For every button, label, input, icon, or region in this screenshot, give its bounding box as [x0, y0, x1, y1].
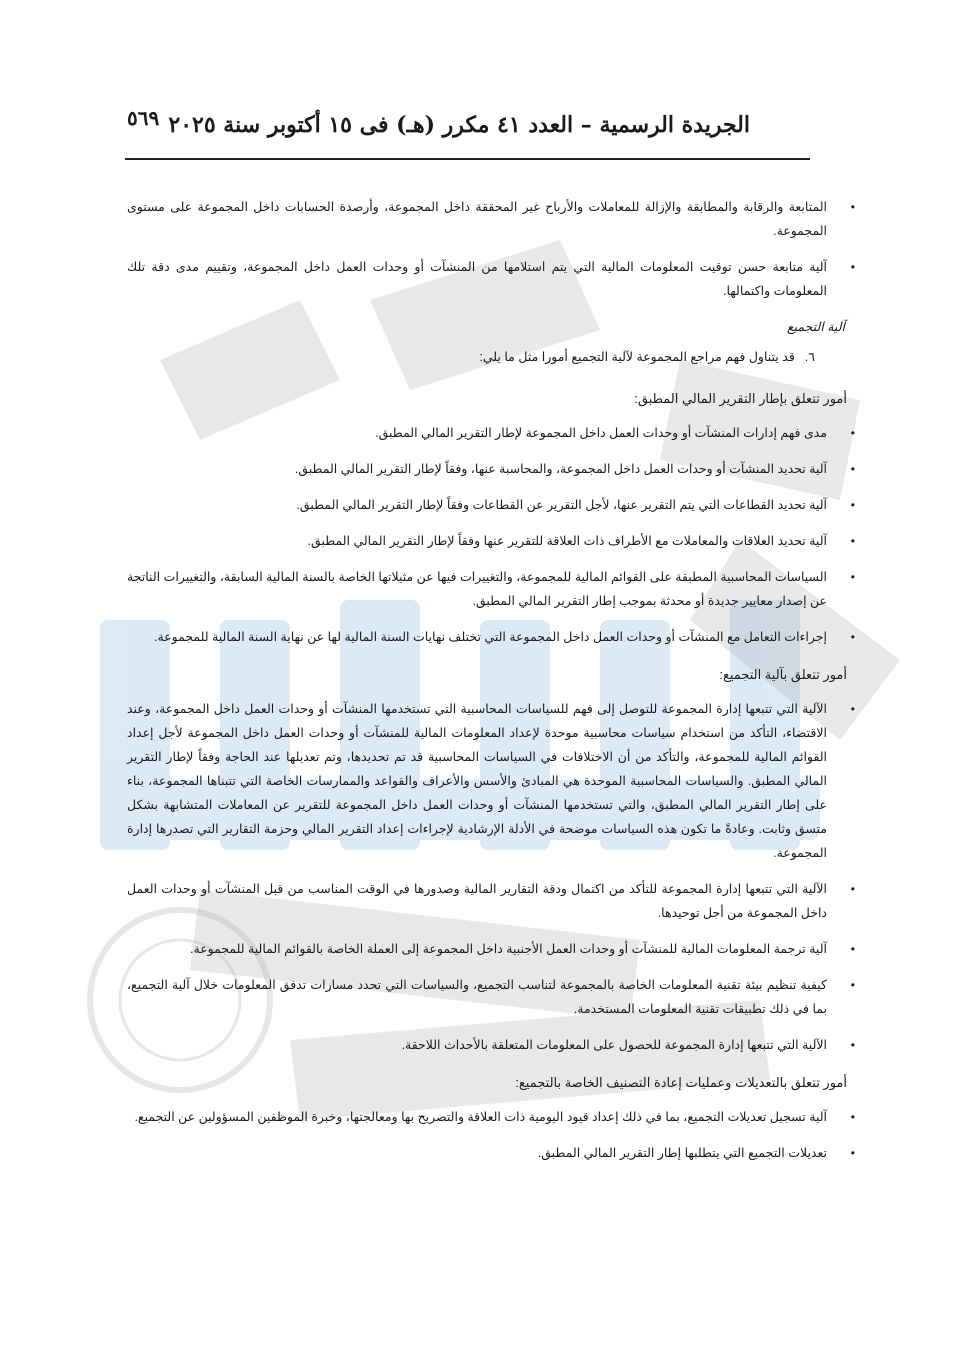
- paragraph-number: ٦.: [804, 350, 815, 364]
- list-item: • آلية تحديد القطاعات التي يتم التقرير عنها، لأجل التقرير عن القطاعات وفقاً لإطار التقرير المالي المطبق.: [127, 493, 827, 517]
- group-bullet-list: [127, 421, 855, 649]
- list-item: • الآلية التي تتبعها إدارة المجموعة للحصول على المعلومات المتعلقة بالأحداث اللاحقة.: [127, 1033, 827, 1057]
- page-header: [125, 106, 810, 160]
- bullet-icon: •: [850, 1038, 855, 1052]
- bullet-icon: •: [850, 1146, 855, 1160]
- list-item: • آلية متابعة حسن توقيت المعلومات المالية التي يتم استلامها من المنشآت أو وحدات العمل داخل المجموعة، وتقييم مدى دقة تلك المعلومات واكتمالها.: [127, 255, 827, 303]
- bullet-icon: •: [850, 200, 855, 214]
- group-bullet-list: [127, 697, 855, 1057]
- bullet-icon: •: [850, 570, 855, 584]
- bullet-icon: •: [850, 426, 855, 440]
- list-item: • إجراءات التعامل مع المنشآت أو وحدات العمل داخل المجموعة التي تختلف نهايات السنة المالية لها عن نهاية السنة المالية للمجموعة.: [127, 625, 827, 649]
- list-item: • السياسات المحاسبية المطبقة على القوائم المالية للمجموعة، والتغييرات فيها عن مثيلاتها الخاصة بالسنة المالية السابقة، والتغييرات الناتجة عن إصدار معايير جديدة أو محدثة بموجب إطار التقرير المالي المطبق.: [127, 565, 827, 613]
- list-item: • الآلية التي تتبعها إدارة المجموعة للتوصل إلى فهم للسياسات المحاسبية التي تستخدمها المنشآت أو وحدات العمل داخل المجموعة، وعند الاقتضاء، التأكد من استخدام سياسات محاسبية موحدة لإعداد المعلومات المالية للمنشآت أو وحدات العمل داخل المجموعة لأجل إعداد القوائم المالية للمجموعة، والتأكد من أن الاختلافات في السياسات المحاسبية قد تم تحديدها، وتم تعديلها عند الحاجة وفقاً لإطار التقرير المالي المطبق. والسياسات المحاسبية الموحدة هي المبادئ والأسس والأعراف والقواعد والممارسات الخاصة التي تتبناها المجموعة، بناء على إطار التقرير المالي المطبق، والتي تستخدمها المنشآت أو وحدات العمل داخل المجموعة للتقرير عن المعاملات المتشابهة بشكل متسق وثابت. وعادةً ما تكون هذه السياسات موضحة في الأدلة الإرشادية لإجراءات إعداد التقرير المالي وحزمة التقارير التي تصدرها إدارة المجموعة.: [127, 697, 827, 865]
- list-item: • مدى فهم إدارات المنشآت أو وحدات العمل داخل المجموعة لإطار التقرير المالي المطبق.: [127, 421, 827, 445]
- group-heading: أمور تتعلق بالتعديلات وعمليات إعادة التصنيف الخاصة بالتجميع:: [515, 1075, 847, 1090]
- list-item: • آلية ترجمة المعلومات المالية للمنشآت أو وحدات العمل الأجنبية داخل المجموعة إلى العملة الخاصة بالقوائم المالية للمجموعة.: [127, 937, 827, 961]
- document-body: [127, 195, 855, 1177]
- bullet-icon: •: [850, 534, 855, 548]
- list-item: • تعديلات التجميع التي يتطلبها إطار التقرير المالي المطبق.: [127, 1141, 827, 1165]
- gazette-title: الجريدة الرسمية – العدد ٤١ مكرر (هـ) فى ١٥ أكتوبر سنة ٢٠٢٥: [168, 112, 750, 138]
- group-heading: أمور تتعلق بإطار التقرير المالي المطبق:: [634, 391, 847, 406]
- bullet-icon: •: [850, 462, 855, 476]
- bullet-icon: •: [850, 942, 855, 956]
- paragraph-text: قد يتناول فهم مراجع المجموعة لآلية التجميع أمورا مثل ما يلي:: [479, 350, 795, 364]
- section-heading: آلية التجميع: [786, 320, 845, 334]
- list-item: • كيفية تنظيم بيئة تقنية المعلومات الخاصة بالمجموعة لتناسب التجميع، والسياسات التي تحدد مسارات تدفق المعلومات خلال آلية التجميع، بما في ذلك تطبيقات تقنية المعلومات المستخدمة.: [127, 973, 827, 1021]
- bullet-icon: •: [850, 882, 855, 896]
- list-item: • آلية تحديد العلاقات والمعاملات مع الأطراف ذات العلاقة للتقرير عنها وفقاً لإطار التقرير المالي المطبق.: [127, 529, 827, 553]
- group-bullet-list: [127, 1105, 855, 1165]
- bullet-icon: •: [850, 630, 855, 644]
- group-heading: أمور تتعلق بآلية التجميع:: [719, 667, 847, 682]
- list-item: • المتابعة والرقابة والمطابقة والإزالة للمعاملات والأرباح غير المحققة داخل المجموعة، وأرصدة الحسابات داخل المجموعة على مستوى المجموعة.: [127, 195, 827, 243]
- bullet-icon: •: [850, 702, 855, 716]
- bullet-icon: •: [850, 1110, 855, 1124]
- bullet-icon: •: [850, 260, 855, 274]
- numbered-paragraph: [127, 345, 815, 369]
- bullet-icon: •: [850, 498, 855, 512]
- list-item: • آلية تحديد المنشآت أو وحدات العمل داخل المجموعة، والمحاسبة عنها، وفقاً لإطار التقرير المالي المطبق.: [127, 457, 827, 481]
- list-item: • آلية تسجيل تعديلات التجميع، بما في ذلك إعداد قيود اليومية ذات العلاقة والتصريح بها ومعالجتها، وخبرة الموظفين المسؤولين عن التجميع.: [127, 1105, 827, 1129]
- list-item: • الآلية التي تتبعها إدارة المجموعة للتأكد من اكتمال ودقة التقارير المالية وصدورها في الوقت المناسب من قبل المنشآت أو وحدات العمل داخل المجموعة من أجل توحيدها.: [127, 877, 827, 925]
- bullet-icon: •: [850, 978, 855, 992]
- page-number: ٥٦٩: [127, 106, 160, 130]
- top-bullet-list: [127, 195, 855, 303]
